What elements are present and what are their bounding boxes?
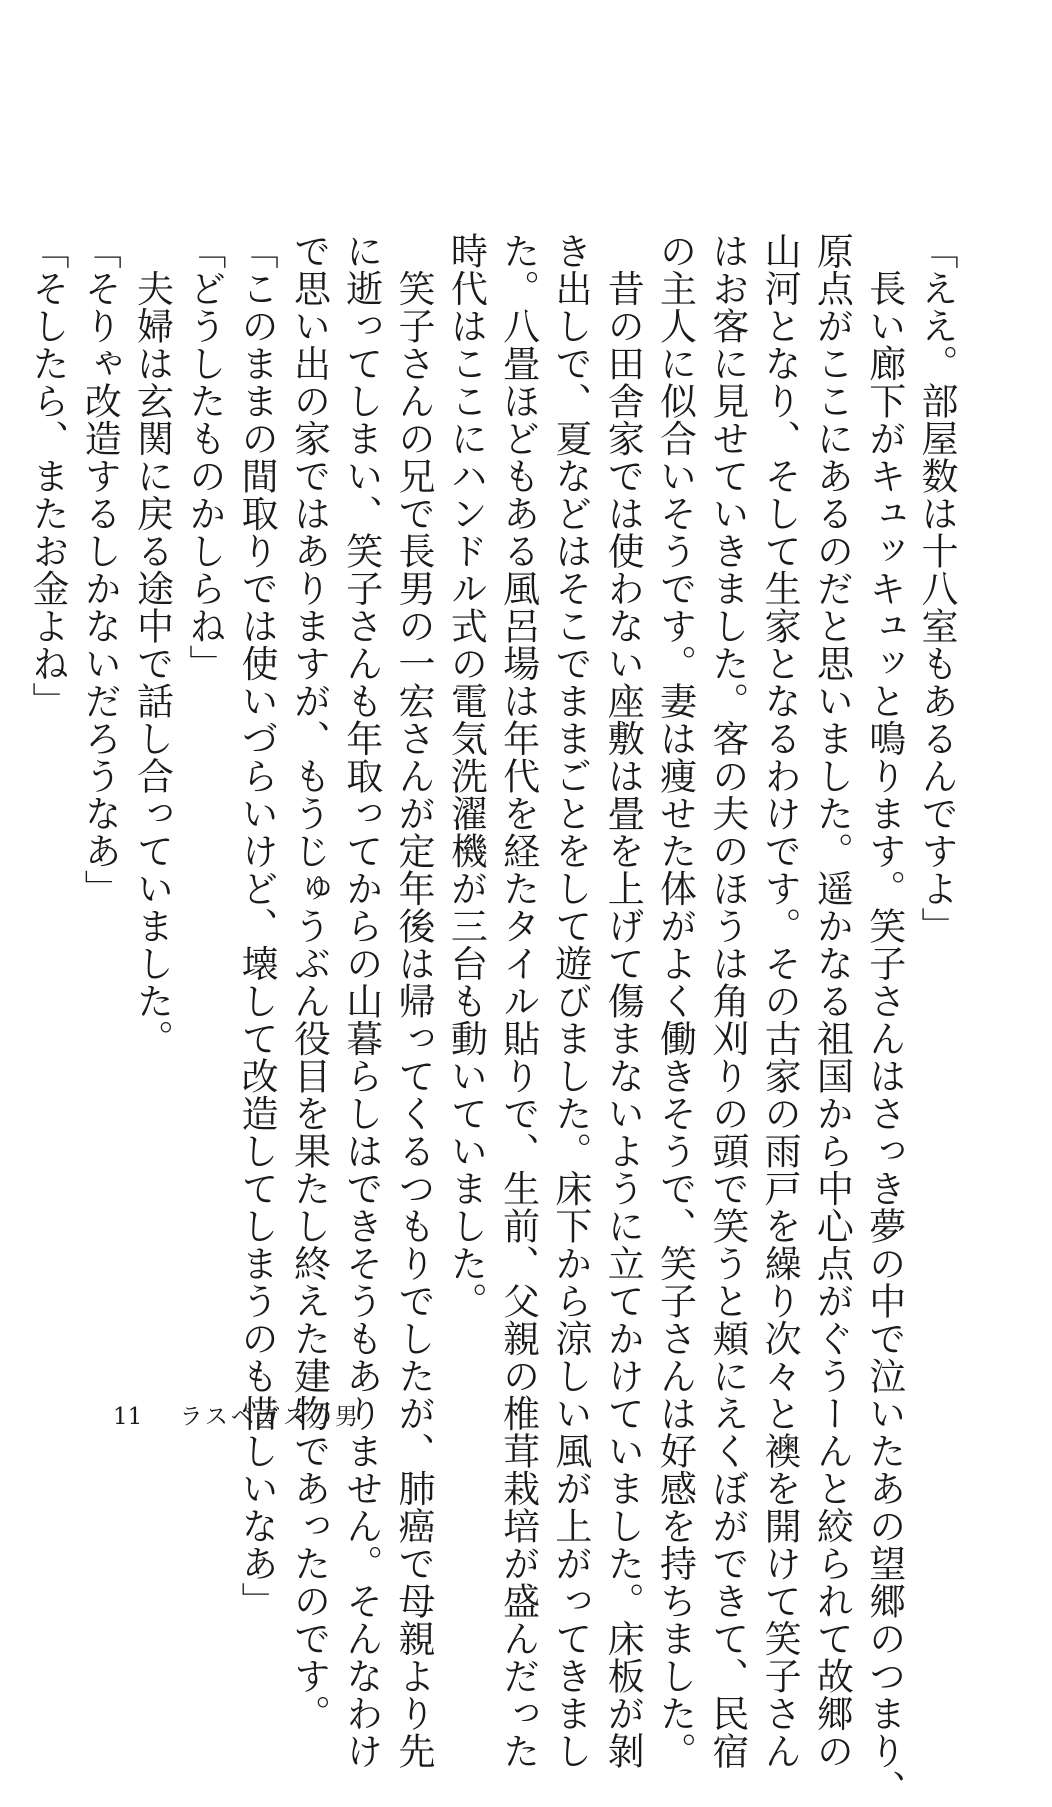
text-line: で思い出の家ではありますが、もうじゅうぶん役目を果たし終えた建物であったのです。 xyxy=(287,232,331,1732)
text-line: 「そりゃ改造するしかないだろうなあ」 xyxy=(78,232,122,907)
text-line: 「そしたら、またお金よね」 xyxy=(25,232,69,720)
text-line: 笑子さんの兄で長男の一宏さんが定年後は帰ってくるつもりでしたが、肺癌で母親より先 xyxy=(392,232,436,1770)
text-line: 夫婦は玄関に戻る途中で話し合っていました。 xyxy=(130,232,174,1057)
text-line: 「このままの間取りでは使いづらいけど、壊して改造してしまうのも惜しいなあ」 xyxy=(235,232,279,1620)
text-line: の主人に似合いそうです。妻は痩せた体がよく働きそうで、笑子さんは好感を持ちました。 xyxy=(653,232,697,1770)
text-line: 山河となり、そして生家となるわけです。その古家の雨戸を繰り次々と襖を開けて笑子さん xyxy=(758,232,802,1770)
text-line: 「ええ。部屋数は十八室もあるんですよ」 xyxy=(915,232,958,945)
text-line: 「どうしたものかしらね」 xyxy=(182,232,226,682)
text-line: 長い廊下がキュッキュッと鳴ります。笑子さんはさっき夢の中で泣いたあの望郷のつまり、 xyxy=(862,232,906,1807)
text-line: 昔の田舎家では使わない座敷は畳を上げて傷まないように立てかけていました。床板が剝 xyxy=(601,232,645,1770)
page-footer xyxy=(113,1398,361,1431)
text-line: き出しで、夏などはそこでままごとをして遊びました。床下から涼しい風が上がってきまし xyxy=(548,232,592,1770)
text-line: た。八畳ほどもある風呂場は年代を経たタイル貼りで、生前、父親の椎茸栽培が盛んだった xyxy=(496,232,540,1770)
running-title: ラスベガスの男 xyxy=(179,1404,361,1430)
page-number: 11 xyxy=(113,1404,143,1430)
text-line: に逝ってしまい、笑子さんも年取ってからの山暮らしはできそうもありません。そんなわけ xyxy=(339,232,383,1770)
text-line: 時代はここにハンドル式の電気洗濯機が三台も動いていました。 xyxy=(444,232,488,1320)
text-line: はお客に見せていきました。客の夫のほうは角刈りの頭で笑うと頬にえくぼができて、民宿 xyxy=(705,232,749,1770)
text-line: 原点がここにあるのだと思いました。遥かなる祖国から中心点がぐうーんと絞られて故郷の xyxy=(810,232,854,1770)
